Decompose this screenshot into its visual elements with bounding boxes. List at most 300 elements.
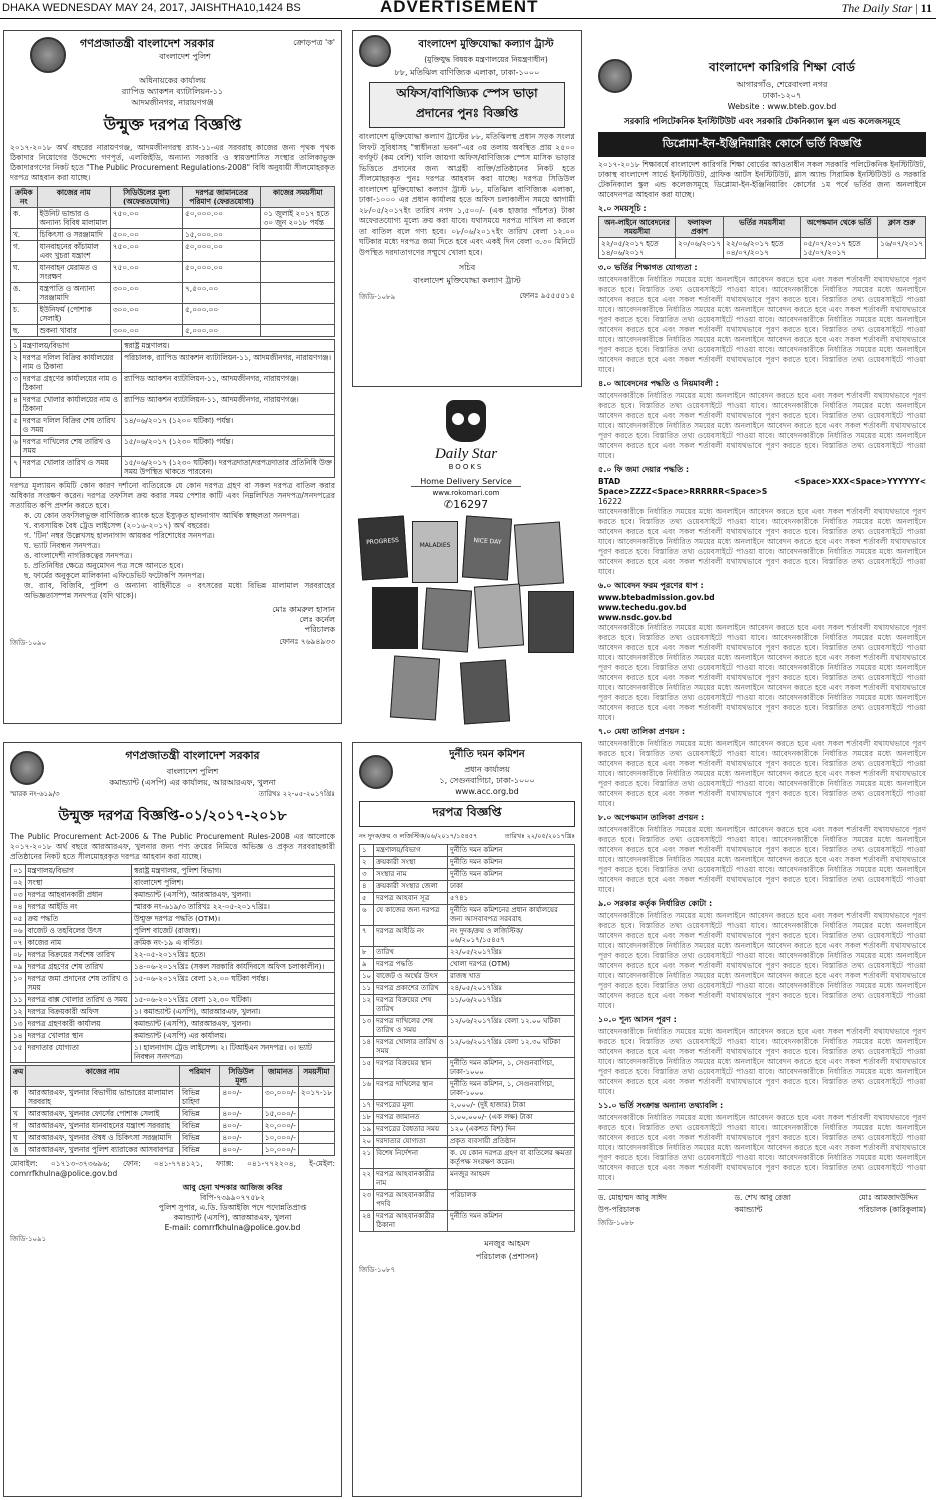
sms-format: BTAD <Space>XXX<Space>YYYYYY< Space>ZZZZ<Space>RRRRRR<Space>S: [598, 477, 926, 496]
table-cell: ৫০,০০০.০০: [183, 208, 261, 229]
table-cell: দরপত্রের মূল্য: [374, 1100, 448, 1112]
table-cell: পরিচালক: [448, 1190, 575, 1211]
table-cell: ১। হালনাগাদ ট্রেড লাইসেন্স। ২। টিআইএন সনদপত্র। ৩। ভ্যাট নিবন্ধন সনদপত্র।: [131, 1042, 334, 1063]
dept: বাংলাদেশ পুলিশ: [166, 767, 219, 776]
trust-body: বাংলাদেশ মুক্তিযোদ্ধা কল্যাণ ট্রাস্টের ৮৮, মতিঝিলস্থ প্রধান সড়ক সংলগ্ন লিফট সুবিধাসহ "স্বাধীনতা ভবন"-এর ৩য় তলায় অবস্থিত প্রায় ২৫০০ বর্গফুট (কম বেশি) খালি জায়গা অফিস/বাণিজ্যিক স্পেস মাসিক ভাড়ার ভিত্তিতে প্রদানের জন্য আগ্রহী ব্যক্তি/প্রতিষ্ঠানের নিকট হতে সীলমোহরকৃত পুনঃ দরপত্র আহবান করা যাচ্ছে। দরপত্র সিডিউল বাংলাদেশ মুক্তিযোদ্ধা কল্যাণ ট্রাস্ট ৮৮, মতিঝিল বাণিজ্যিক এলাকা, ঢাকা-১০০০ এর প্রধান কার্যালয় হতে অফিস চলাকালীন সময়ে আগামী ২৮/০৫/২০১৭ইং তারিখ নগদ ১,৫০০/- (এক হাজার পাঁচশত) টাকা অফেরতযোগ্য মূল্যে ক্রয় করা যাবে। যথাসময়ে দরপত্র দাখিল না করলে তা বাতিল বলে গণ্য হবে। ০৮/০৬/২০১৭ইং তারিখ বেলা ১২.০০ ঘটিকার মধ্যে দরপত্র জমা দিতে হবে এবং একই দিন বেলা ৩.৩০ মিনিটে উপস্থিত দরদাতাগণের সম্মুখে খোলা হবে।: [359, 132, 575, 257]
table-cell: ১৭: [360, 1100, 374, 1112]
info-row: [360, 1190, 575, 1211]
table-cell: ১৫/০৬/২০১৭ (১২৩০ ঘটিকা)। দরপত্রদাতা/দরপত্রদাতার প্রতিনিধি উক্ত সময় উপস্থিত থাকতে পারবেন।: [122, 457, 335, 478]
section-body: আবেদনকারীকে নির্ধারিত সময়ের মধ্যে অনলাইনে আবেদন করতে হবে এবং সকল শর্তাবলী যথাযথভাবে পূরণ করতে হবে। বিস্তারিত তথ্য ওয়েবসাইটে পাওয়া যাবে। আবেদনকারীকে নির্ধারিত সময়ের মধ্যে অনলাইনে আবেদন করতে হবে এবং সকল শর্তাবলী যথাযথভাবে পূরণ করতে হবে। বিস্তারিত তথ্য ওয়েবসাইটে পাওয়া যাবে। আবেদনকারীকে নির্ধারিত সময়ের মধ্যে অনলাইনে আবেদন করতে হবে এবং সকল শর্তাবলী যথাযথভাবে পূরণ করতে হবে। বিস্তারিত তথ্য ওয়েবসাইটে পাওয়া যাবে। আবেদনকারীকে নির্ধারিত সময়ের মধ্যে অনলাইনে আবেদন করতে হবে এবং সকল শর্তাবলী যথাযথভাবে পূরণ করতে হবে। বিস্তারিত তথ্য ওয়েবসাইটে পাওয়া যাবে।: [598, 1113, 926, 1182]
acc-tender-ad: [352, 742, 582, 1497]
table-cell: দরপত্র দাখিলের শেষ তারিখ ও সময়: [20, 436, 121, 457]
table-cell: ২২/০৫/২০১৭খ্রিঃ: [448, 947, 575, 959]
bteb-subtitle: আগারগাঁও, শেরেবাংলা নগর: [736, 80, 828, 89]
book-cover[interactable]: [390, 655, 440, 720]
table-cell: ০৫/০৭/২০১৭ হতে ১৫/০৭/২০১৭: [801, 238, 878, 259]
table-cell: ১৪: [360, 1037, 374, 1058]
table-row: [11, 1132, 335, 1144]
table-cell: বিভিন্ন: [179, 1132, 219, 1144]
info-row: [11, 352, 335, 373]
trust-logo-icon: [359, 35, 391, 67]
table-cell: ক্রয়কারী সংস্থার জেলা: [374, 881, 448, 893]
gov-title: গণপ্রজাতন্ত্রী বাংলাদেশ সরকার: [80, 37, 215, 50]
table-cell: বিভিন্ন: [179, 1120, 219, 1132]
table-cell: ৪০০/-: [220, 1108, 262, 1120]
table-cell: দরপত্র আহবান সূত্র: [374, 893, 448, 905]
column-header: অন-লাইনে আবেদনের সময়সীমা: [599, 217, 676, 238]
info-row: [11, 340, 335, 352]
info-row: [11, 394, 335, 415]
table-cell: ০৮: [11, 949, 26, 961]
info-row: [360, 983, 575, 995]
table-cell: খোলা দরপত্র (OTM): [448, 959, 575, 971]
table-cell: ইউনিট ভান্ডার ও অন্যান্য বিবিধ মালামাল: [37, 208, 110, 229]
column-header: ভর্তির সময়সীমা: [724, 217, 801, 238]
table-cell: ১৯: [360, 1124, 374, 1136]
table-cell: ক্রয় পদ্ধতি: [25, 913, 131, 925]
bteb-city: ঢাকা-১২০৭: [762, 91, 802, 100]
table-row: [11, 304, 335, 325]
table-cell: ২২/০৫/২০১৭ হতে ১৪/০৬/২০১৭: [599, 238, 676, 259]
table-row: [11, 262, 335, 283]
info-row: [360, 1124, 575, 1136]
table-cell: ১৫: [11, 1042, 26, 1063]
table-cell: শুকনা খাবার: [37, 325, 110, 337]
table-cell: পরিচালক, র‍্যাপিড অ্যাকশন ব্যাটালিয়ন-১১, আদমজীনগর, নারায়ণগঞ্জ।: [122, 352, 335, 373]
table-cell: গ: [11, 1120, 26, 1132]
table-cell: ১৩: [360, 1016, 374, 1037]
table-cell: ১২: [360, 995, 374, 1016]
table-cell: ছ.: [11, 325, 38, 337]
column-header: কাজের সময়সীমা: [261, 187, 335, 208]
table-cell: ২১: [360, 1148, 374, 1169]
contact-line: মোবাইল: ০১৭১৩-৩৭৩৬৯৬; ফোন: ০৪১-৭৭৪১২১, ফ্যাক্স: ০৪১-৭৭২২০৪, ই-মেইল: comrrfkhulna@police.gov.bd: [10, 1159, 335, 1178]
table-cell: ৩: [360, 869, 374, 881]
table-cell: দরপত্র বিক্রয়ের শেষ তারিখ: [374, 995, 448, 1016]
signature-block: মোঃ কামরুল হাসান লেঃ কর্নেল পরিচালক: [272, 605, 335, 634]
trust-signature: সচিব বাংলাদেশ মুক্তিযোদ্ধা কল্যাণ ট্রাস্ট: [413, 263, 521, 285]
books-brand: Daily Star: [434, 446, 498, 462]
table-cell: দরপত্র আহবানকারীর নাম: [374, 1169, 448, 1190]
table-cell: ২২/০৬/২০১৭ হতে ০৪/০৭/২০১৭: [724, 238, 801, 259]
info-row: [11, 913, 335, 925]
table-cell: দরপত্র বিক্রয়ের স্থান: [374, 1058, 448, 1079]
table-cell: ১০: [360, 971, 374, 983]
list-item: চ. প্রতিনিধির ক্ষেত্রে অনুমোদন পত্র সঙ্গে আনতে হবে।: [24, 561, 184, 570]
info-row: [11, 415, 335, 436]
table-row: [11, 1120, 335, 1132]
table-cell: ৩০০.০০: [110, 283, 182, 304]
table-cell: দুর্নীতি দমন কমিশন, ১, সেগুনবাগিচা, ঢাকা-১০০০: [448, 1058, 575, 1079]
book-cover[interactable]: MALADIES: [412, 521, 458, 583]
table-cell: দুর্নীতি দমন কমিশন: [448, 845, 575, 857]
info-row: [360, 1112, 575, 1124]
section-body: BTAD <Space>XXX<Space>YYYYYY< Space>ZZZZ<Space>RRRRRR<Space>S 16222 আবেদনকারীকে নির্ধারিত সময়ের মধ্যে অনলাইনে আবেদন করতে হবে এবং সকল শর্তাবলী যথাযথভাবে পূরণ করতে হবে। বিস্তারিত তথ্য ওয়েবসাইটে পাওয়া যাবে। আবেদনকারীকে নির্ধারিত সময়ের মধ্যে অনলাইনে আবেদন করতে হবে এবং সকল শর্তাবলী যথাযথভাবে পূরণ করতে হবে। বিস্তারিত তথ্য ওয়েবসাইটে পাওয়া যাবে। আবেদনকারীকে নির্ধারিত সময়ের মধ্যে অনলাইনে আবেদন করতে হবে এবং সকল শর্তাবলী যথাযথভাবে পূরণ করতে হবে। বিস্তারিত তথ্য ওয়েবসাইটে পাওয়া যাবে। আবেদনকারীকে নির্ধারিত সময়ের মধ্যে অনলাইনে আবেদন করতে হবে এবং সকল শর্তাবলী যথাযথভাবে পূরণ করতে হবে। বিস্তারিত তথ্য ওয়েবসাইটে পাওয়া যাবে।: [598, 477, 926, 576]
table-cell: ৭৫০.০০: [110, 262, 182, 283]
table-cell: আরআরএফ, খুলনার বিভাগীয় ভান্ডারের মালামাল সরবরাহ: [26, 1087, 180, 1108]
table-cell: ঙ.: [11, 283, 38, 304]
table-cell: ৬: [11, 436, 21, 457]
info-row: [360, 1058, 575, 1079]
masthead: The Daily Star | 11: [841, 1, 932, 15]
book-cover[interactable]: [474, 583, 524, 648]
section-heading: ৮.০ অপেক্ষমান তালিকা প্রণয়ন :: [598, 813, 705, 822]
table-cell: ১৬/০৭/২০১৭: [878, 238, 926, 259]
table-cell: ঙ: [11, 1144, 26, 1156]
police-emblem-icon: [10, 751, 44, 785]
column-header: সময়সীমা: [298, 1066, 334, 1087]
intro-text: The Public Procurement Act-2006 & The Public Procurement Rules-2008 এর আলোকে ২০১৭-২০১৮ অর্থ বছরে আরআরএফ, খুলনার জন্য পণ্য ক্রয়ের নিমিত্তে অভিজ্ঞ ও প্রকৃত সরবরাহকারী প্রতিষ্ঠানের নিকট হতে সীলমোহরকৃত দরপত্র আহবান করা যাচ্ছে।: [10, 832, 335, 861]
column-header: ক্রমিক নং: [11, 187, 38, 208]
info-row: [11, 901, 335, 913]
notice-title: উন্মুক্ত দরপত্র বিজ্ঞপ্তি-০১/২০১৭-২০১৮: [58, 808, 287, 824]
trust-title: বাংলাদেশ মুক্তিযোদ্ধা কল্যাণ ট্রাস্ট: [418, 39, 554, 50]
info-row: [11, 973, 335, 994]
table-cell: আরআরএফ, খুলনার ফোর্সের পোশাক সেলাই: [26, 1108, 180, 1120]
table-cell: ০১ জুলাই ২০১৭ হতে ৩০ জুন ২০১৮ পর্যন্ত: [261, 208, 335, 229]
table-cell: ১৬: [360, 1079, 374, 1100]
table-cell: ১৫: [360, 1058, 374, 1079]
table-cell: ৩০,০০০/-: [262, 1087, 298, 1108]
table-cell: ৫,০০০.০০: [183, 325, 261, 337]
table-cell: পুলিশ বাজেট (রাজস্ব)।: [131, 925, 334, 937]
table-cell: বিশেষ নির্দেশনা: [374, 1148, 448, 1169]
section-body: www.btebadmission.gov.bd www.techedu.gov.bd www.nsdc.gov.bd আবেদনকারীকে নির্ধারিত সময়ের মধ্যে অনলাইনে আবেদন করতে হবে এবং সকল শর্তাবলী যথাযথভাবে পূরণ করতে হবে। বিস্তারিত তথ্য ওয়েবসাইটে পাওয়া যাবে। আবেদনকারীকে নির্ধারিত সময়ের মধ্যে অনলাইনে আবেদন করতে হবে এবং সকল শর্তাবলী যথাযথভাবে পূরণ করতে হবে। বিস্তারিত তথ্য ওয়েবসাইটে পাওয়া যাবে। আবেদনকারীকে নির্ধারিত সময়ের মধ্যে অনলাইনে আবেদন করতে হবে এবং সকল শর্তাবলী যথাযথভাবে পূরণ করতে হবে। বিস্তারিত তথ্য ওয়েবসাইটে পাওয়া যাবে। আবেদনকারীকে নির্ধারিত সময়ের মধ্যে অনলাইনে আবেদন করতে হবে এবং সকল শর্তাবলী যথাযথভাবে পূরণ করতে হবে। বিস্তারিত তথ্য ওয়েবসাইটে পাওয়া যাবে। আবেদনকারীকে নির্ধারিত সময়ের মধ্যে অনলাইনে আবেদন করতে হবে এবং সকল শর্তাবলী যথাযথভাবে পূরণ করতে হবে। বিস্তারিত তথ্য ওয়েবসাইটে পাওয়া যাবে। আবেদনকারীকে নির্ধারিত সময়ের মধ্যে অনলাইনে আবেদন করতে হবে এবং সকল শর্তাবলী যথাযথভাবে পূরণ করতে হবে। বিস্তারিত তথ্য ওয়েবসাইটে পাওয়া যাবে।: [598, 593, 926, 722]
table-cell: ৩০০.০০: [110, 325, 182, 337]
table-cell: দরপত্র আহবানকারীর পদবি: [374, 1190, 448, 1211]
book-cover[interactable]: PROGRESS: [358, 515, 408, 580]
memo-no: স্মারক নং-৬১৯/৩: [10, 790, 60, 798]
table-cell: দুর্নীতি দমন কমিশন, ১, সেগুনবাগিচা, ঢাকা-১০০০: [448, 1079, 575, 1100]
table-cell: ৭: [360, 926, 374, 947]
table-cell: ৫০,০০০.০০: [183, 241, 261, 262]
list-item: গ. 'টিন' নম্বর উল্লেখসহ হালনাগাদ আয়কর পরিশোধের সনদপত্র।: [24, 531, 215, 540]
info-row: [360, 869, 575, 881]
books-brand-sub: BOOKS: [448, 463, 484, 471]
section-body: আবেদনকারীকে নির্ধারিত সময়ের মধ্যে অনলাইনে আবেদন করতে হবে এবং সকল শর্তাবলী যথাযথভাবে পূরণ করতে হবে। বিস্তারিত তথ্য ওয়েবসাইটে পাওয়া যাবে। আবেদনকারীকে নির্ধারিত সময়ের মধ্যে অনলাইনে আবেদন করতে হবে এবং সকল শর্তাবলী যথাযথভাবে পূরণ করতে হবে। বিস্তারিত তথ্য ওয়েবসাইটে পাওয়া যাবে। আবেদনকারীকে নির্ধারিত সময়ের মধ্যে অনলাইনে আবেদন করতে হবে এবং সকল শর্তাবলী যথাযথভাবে পূরণ করতে হবে। বিস্তারিত তথ্য ওয়েবসাইটে পাওয়া যাবে। আবেদনকারীকে নির্ধারিত সময়ের মধ্যে অনলাইনে আবেদন করতে হবে এবং সকল শর্তাবলী যথাযথভাবে পূরণ করতে হবে। বিস্তারিত তথ্য ওয়েবসাইটে পাওয়া যাবে।: [598, 391, 926, 460]
table-cell: ১৫-০৬-২০১৭খ্রিঃ বেলা ১২.৩০ ঘটিকা।: [131, 994, 334, 1006]
memo-date: তারিখঃ ২২-০৫-২০১৭খ্রিঃ: [258, 790, 335, 798]
office: কমান্ড্যান্ট (এসপি) এর কার্যালয়, আরআরএফ, খুলনা: [109, 778, 276, 787]
service-label: Home Delivery Service: [411, 477, 521, 487]
book-cover[interactable]: [372, 587, 418, 649]
table-cell: ১২/০৬/২০১৭খ্রিঃ বেলা ১২.০০ ঘটিকা: [448, 1016, 575, 1037]
info-row: [360, 1100, 575, 1112]
acc-office: প্রধান কার্যালয়: [464, 765, 510, 774]
table-cell: দরপত্র আহবানকারী প্রধান: [25, 889, 131, 901]
table-cell: ক্রমিক নং-১৯ এ বর্ণিত।: [131, 937, 334, 949]
info-row: [360, 971, 575, 983]
table-row: [11, 1087, 335, 1108]
column-header: সিডিউল মূল্য: [220, 1066, 262, 1087]
table-cell: দরপত্র বিক্রয়কারী অফিস: [25, 1006, 131, 1018]
table-cell: ১: [11, 340, 21, 352]
list-item: ঘ. ভ্যাট নিবন্ধন সনদপত্র।: [24, 541, 101, 550]
table-cell: ৪০০/-: [220, 1132, 262, 1144]
table-cell: বাংলাদেশ পুলিশ।: [131, 877, 334, 889]
section-body: আবেদনকারীকে নির্ধারিত সময়ের মধ্যে অনলাইনে আবেদন করতে হবে এবং সকল শর্তাবলী যথাযথভাবে পূরণ করতে হবে। বিস্তারিত তথ্য ওয়েবসাইটে পাওয়া যাবে। আবেদনকারীকে নির্ধারিত সময়ের মধ্যে অনলাইনে আবেদন করতে হবে এবং সকল শর্তাবলী যথাযথভাবে পূরণ করতে হবে। বিস্তারিত তথ্য ওয়েবসাইটে পাওয়া যাবে। আবেদনকারীকে নির্ধারিত সময়ের মধ্যে অনলাইনে আবেদন করতে হবে এবং সকল শর্তাবলী যথাযথভাবে পূরণ করতে হবে। বিস্তারিত তথ্য ওয়েবসাইটে পাওয়া যাবে। আবেদনকারীকে নির্ধারিত সময়ের মধ্যে অনলাইনে আবেদন করতে হবে এবং সকল শর্তাবলী যথাযথভাবে পূরণ করতে হবে। বিস্তারিত তথ্য ওয়েবসাইটে পাওয়া যাবে।: [598, 739, 926, 808]
table-cell: দরপত্র খোলার তারিখ ও সময়: [374, 1037, 448, 1058]
table-row: [11, 229, 335, 241]
table-cell: দরপত্র আইডি নং: [25, 901, 131, 913]
ad-code: জিডি-১০৯১: [10, 1235, 47, 1243]
table-cell: [261, 304, 335, 325]
notice-title: উন্মুক্ত দরপত্র বিজ্ঞপ্তি: [103, 115, 242, 134]
website-link[interactable]: www.techedu.gov.bd: [598, 603, 687, 612]
table-cell: দরপত্র গ্রহণের কার্যালয়ের নাম ও ঠিকানা: [20, 373, 121, 394]
table-cell: আরআরএফ, খুলনার পুলিশ ব্যারাকের আসবাবপত্র: [26, 1144, 180, 1156]
table-row: [11, 1108, 335, 1120]
table-cell: [298, 1108, 334, 1120]
table-cell: দুর্নীতি দমন কমিশনের প্রধান কার্যালয়ের জন্য আসবাবপত্র সরবরাহ: [448, 905, 575, 926]
table-cell: দরপত্র পদ্ধতি: [374, 959, 448, 971]
section-heading: ৫.০ ফি জমা দেয়ার পদ্ধতি :: [598, 465, 690, 474]
table-cell: ৪: [360, 881, 374, 893]
table-cell: দরপত্র আহবানকারীর ঠিকানা: [374, 1211, 448, 1232]
list-item: ক. যে কোন তফসিলভুক্ত বাণিজ্যিক ব্যাংক হতে ইস্যুকৃত হালনাগাদ আর্থিক স্বচ্ছলতা সনদপত্র।: [24, 511, 300, 520]
table-cell: প্রকৃত ব্যবসায়ী প্রতিষ্ঠান: [448, 1136, 575, 1148]
ad-code: জিডি-১০৮৯: [359, 293, 396, 301]
table-cell: ৪০০/-: [220, 1087, 262, 1108]
table-row: [11, 1144, 335, 1156]
column-header: পরিমাণ: [179, 1066, 219, 1087]
office-info: অধিনায়কের কার্যালয় র‍্যাপিড অ্যাকশন ব্যাটালিয়ন-১১ আদমজীনগর, নারায়ণগঞ্জ: [121, 76, 224, 107]
table-cell: ঘ.: [11, 262, 38, 283]
table-cell: যানবাহনের কাঁচামাল এবং খুচরা যন্ত্রাংশ: [37, 241, 110, 262]
table-cell: ক.: [11, 208, 38, 229]
ad-code: জিডি-১০৮৮: [598, 1219, 635, 1227]
bteb-line1: সরকারি পলিটেকনিক ইনস্টিটিউট এবং সরকারি টেকনিক্যাল স্কুল এন্ড কলেজসমূহে: [623, 117, 901, 127]
bteb-signers: ড. মোহাম্মদ আবু সাঈদ উপ-পরিচালক ড. শেখ আবু রেজা কমান্ড্যান্ট মোঃ আমজাদউদ্দিন পরিচালক (কারিকুলাম): [598, 1189, 926, 1217]
info-row: [360, 1169, 575, 1190]
table-cell: ১,০০,০০০/- (এক লক্ষ) টাকা: [448, 1112, 575, 1124]
memo-no: নং দুদক/ক্রয় ও লজিস্টিক/০৬/২০১৭/১৫৪৫৭: [359, 832, 478, 840]
intro-text: ২০১৭-২০১৮ অর্থ বছরের নারায়ণগঞ্জ, আদমজীনগরস্থ র‍্যাব-১১-এর সরবরাহ কাজের জন্য পৃথক পৃথক ঠিকাদার নিয়োগের উদ্দেশ্যে গণপূর্ত, এলজিইডি, অন্যান্য সরকারি ও স্বায়ত্তশাসিত সংস্থার তালিকাভুক্ত ঠিকাদারগণের নিকট হতে "The Public Procurement Regulations-2008" বিধি অনুযায়ী সীলমোহরকৃত দরপত্র আহবান করা যাচ্ছে।: [10, 143, 335, 182]
info-row: [11, 925, 335, 937]
items-table: [10, 1065, 335, 1156]
table-cell: ০৭: [11, 937, 26, 949]
table-cell: ১২: [11, 1006, 26, 1018]
phone: ফোনঃ ৭৬৯৪৯৩৩: [279, 637, 335, 646]
table-cell: কমান্ড্যান্ট (এসপি) এর কার্যালয়।: [131, 1030, 334, 1042]
table-cell: বাজেট ও অর্থের উৎস: [374, 971, 448, 983]
page-header: [0, 0, 936, 19]
table-cell: [261, 325, 335, 337]
info-row: [11, 877, 335, 889]
table-cell: [261, 283, 335, 304]
gov-title: গণপ্রজাতন্ত্রী বাংলাদেশ সরকার: [125, 749, 260, 762]
table-cell: ১৮: [360, 1112, 374, 1124]
info-row: [11, 994, 335, 1006]
table-cell: নং দুদক/ক্রয় ও লজিস্টিক/০৬/২০১৭/১৫৪৫৭: [448, 926, 575, 947]
table-cell: ২: [11, 352, 21, 373]
table-cell: [298, 1120, 334, 1132]
table-row: [11, 325, 335, 337]
table-cell: দুর্নীতি দমন কমিশন: [448, 857, 575, 869]
table-cell: ৪: [11, 394, 21, 415]
book-cover[interactable]: [422, 587, 472, 652]
table-cell: ৫: [11, 415, 21, 436]
section-heading: ৬.০ আবেদন ফরম পূরণের ধাপ :: [598, 581, 704, 590]
website-link[interactable]: www.btebadmission.gov.bd: [598, 593, 715, 602]
info-row: [11, 1006, 335, 1018]
table-cell: [261, 262, 335, 283]
table-cell: দুর্নীতি দমন কমিশন: [448, 869, 575, 881]
tender-info-table: [10, 339, 335, 478]
table-cell: ৭: [11, 457, 21, 478]
table-cell: খ: [11, 1108, 26, 1120]
table-cell: ৭৫০.০০: [110, 208, 182, 229]
table-cell: যানবাহন মেরামত ও সংরক্ষণ: [37, 262, 110, 283]
column-header: কাজের নাম: [26, 1066, 180, 1087]
bteb-title: বাংলাদেশ কারিগরি শিক্ষা বোর্ড: [709, 60, 855, 74]
column-header: জামানত: [262, 1066, 298, 1087]
info-row: [11, 457, 335, 478]
table-cell: ক: [11, 1087, 26, 1108]
section-heading: ১১.০ ভর্তি সংক্রান্ত অন্যান্য তথ্যাবলি :: [598, 1101, 724, 1110]
table-cell: স্বরাষ্ট্র মন্ত্রণালয়, পুলিশ বিভাগ।: [131, 865, 334, 877]
info-row: [360, 1211, 575, 1232]
table-cell: ০৫: [11, 913, 26, 925]
table-cell: ১০: [11, 973, 26, 994]
info-row: [360, 1016, 575, 1037]
list-item: ছ. ফার্মের অনুকূলে মালিকানা এফিডেভিট ফটোকপি সনদপত্র।: [24, 571, 205, 580]
info-row: [11, 373, 335, 394]
acc-title: দুর্নীতি দমন কমিশন: [449, 749, 525, 760]
acc-emblem-icon: [359, 755, 393, 789]
owl-logo-icon: [446, 400, 486, 442]
column-header: ক্লাস শুরু: [878, 217, 926, 238]
table-cell: দরপত্রের বৈধতার সময়: [374, 1124, 448, 1136]
required-docs: [10, 511, 335, 601]
table-row: [11, 283, 335, 304]
table-cell: দরপত্র বিক্রয়ের সর্বশেষ তারিখ: [25, 949, 131, 961]
table-cell: বিভিন্ন চাহিদা: [179, 1087, 219, 1108]
table-cell: যে কাজের জন্য দরপত্র: [374, 905, 448, 926]
table-cell: ২৪/০৫/২০১৭খ্রিঃ: [448, 983, 575, 995]
info-row: [360, 1079, 575, 1100]
table-cell: দরপত্র জমা প্রদানের শেষ তারিখ ও সময়: [25, 973, 131, 994]
table-cell: ১০,০০০/-: [262, 1144, 298, 1156]
table-cell: কমান্ড্যান্ট (এসপি), আরআরএফ, খুলনা।: [131, 889, 334, 901]
sms-number: 16222: [598, 497, 622, 506]
table-cell: আরআরএফ, খুলনার ঔষধ ও চিকিৎসা সরঞ্জামাদি: [26, 1132, 180, 1144]
table-cell: দরপত্র দলিল বিক্রির কার্যালয়ের নাম ও ঠিকানা: [20, 352, 121, 373]
table-cell: ১৩: [11, 1018, 26, 1030]
rokomari-link[interactable]: www.rokomari.com: [432, 489, 500, 497]
book-cover[interactable]: [514, 521, 564, 586]
table-cell: বাজেট ও তহবিলের উৎস: [25, 925, 131, 937]
table-cell: দরপত্র জামানত: [374, 1112, 448, 1124]
table-cell: ১০,০০০/-: [262, 1132, 298, 1144]
list-item: জ. র‍্যাব, বিজিবি, পুলিশ ও অন্যান্য বাহিনীতে ০ বৎসরের মধ্যে বিভিন্ন মালামাল সরবরাহের অভিজ্ঞতাসম্পন্ন সনদপত্র (যদি থাকে)।: [24, 581, 335, 600]
bteb-sections: [598, 262, 926, 1183]
table-cell: [261, 229, 335, 241]
note-text: দরপত্র মূল্যায়ন কমিটি কোন কারণ দর্শানো ব্যতিরেকে যে কোন দরপত্র গ্রহণ বা সকল দরপত্র বাতিল করার অধিকার সংরক্ষণ করেন। দরপত্র তফসিল ক্রয় করার সময় পেশার কাটি এবং নিম্নলিখিত সনদপত্র/সনদপত্রের সত্যায়িত কপি প্রদর্শন করতে হবে।: [10, 481, 335, 510]
table-cell: মন্ত্রণালয়/বিভাগ: [374, 845, 448, 857]
phone: ফোনঃ ৯৫৫৫৫১৫: [519, 291, 575, 300]
table-cell: দরপত্র দাখিলের স্থান: [374, 1079, 448, 1100]
bteb-intro: ২০১৭-২০১৮ শিক্ষাবর্ষে বাংলাদেশ কারিগরি শিক্ষা বোর্ডের আওতাধীন সকল সরকারি পলিটেকনিক ইনস্টিটিউট, ঢাকাস্থ বাংলাদেশ সার্ভে ইনস্টিটিউট, গ্রাফিক আর্টস ইনস্টিটিউট, গ্লাস অ্যান্ড সিরামিক ইনস্টিটিউট ও সরকারি টেকনিক্যাল স্কুল এন্ড কলেজসমূহে ডিপ্লোমা-ইন-ইঞ্জিনিয়ারিং কোর্সের ১ম পর্বে ভর্তির জন্য অনলাইনে আবেদনপত্র আহবান করা যাচ্ছে।: [598, 160, 926, 199]
book-cover[interactable]: [528, 591, 574, 653]
bteb-admission-ad: [592, 55, 932, 1495]
table-cell: ১৫-০৬-২০১৭খ্রিঃ বেলা ১২.০০ ঘটিকা পর্যন্ত।: [131, 973, 334, 994]
acc-headline: দরপত্র বিজ্ঞপ্তি: [359, 801, 575, 827]
phone-icon: ✆: [443, 498, 454, 511]
table-cell: ১৫/০৬/২০১৭ (১২৩০ ঘটিকা) পর্যন্ত।: [122, 436, 335, 457]
bteb-website[interactable]: Website : www.bteb.gov.bd: [727, 102, 837, 111]
table-cell: ৫: [360, 893, 374, 905]
form-label: ক্রোড়পত্র 'ক': [293, 38, 335, 47]
table-cell: মন্ত্রণালয়/বিভাগ: [20, 340, 121, 352]
table-cell: ২২-০৫-২০১৭খ্রিঃ হতে।: [131, 949, 334, 961]
table-cell: রাজস্ব খাত: [448, 971, 575, 983]
table-cell: দরপত্র গ্রহণকারী কার্যালয়: [25, 1018, 131, 1030]
table-cell: ৮: [360, 947, 374, 959]
section-title: ADVERTISEMENT: [380, 0, 539, 16]
table-cell: ০৪: [11, 901, 26, 913]
trust-rent-ad: [352, 30, 582, 387]
table-cell: যন্ত্রপাতি ও অন্যান্য সরঞ্জামাদি: [37, 283, 110, 304]
table-cell: ২০,০০০/-: [262, 1120, 298, 1132]
info-row: [360, 893, 575, 905]
table-cell: মনজুর আহমদ: [448, 1169, 575, 1190]
table-cell: ১: [360, 845, 374, 857]
table-cell: তারিখ: [374, 947, 448, 959]
book-cover[interactable]: NICE DAY: [462, 515, 512, 580]
acc-website[interactable]: www.acc.org.bd: [455, 787, 519, 796]
table-cell: সংস্থা: [25, 877, 131, 889]
table-cell: ৪০০/-: [220, 1144, 262, 1156]
table-cell: ১১/০৬/২০১৭খ্রিঃ: [448, 995, 575, 1016]
book-cover[interactable]: [460, 659, 510, 724]
section-heading: ৭.০ মেধা তালিকা প্রণয়ন :: [598, 727, 686, 736]
column-header: ক্রম: [11, 1066, 26, 1087]
section-body: আবেদনকারীকে নির্ধারিত সময়ের মধ্যে অনলাইনে আবেদন করতে হবে এবং সকল শর্তাবলী যথাযথভাবে পূরণ করতে হবে। বিস্তারিত তথ্য ওয়েবসাইটে পাওয়া যাবে। আবেদনকারীকে নির্ধারিত সময়ের মধ্যে অনলাইনে আবেদন করতে হবে এবং সকল শর্তাবলী যথাযথভাবে পূরণ করতে হবে। বিস্তারিত তথ্য ওয়েবসাইটে পাওয়া যাবে। আবেদনকারীকে নির্ধারিত সময়ের মধ্যে অনলাইনে আবেদন করতে হবে এবং সকল শর্তাবলী যথাযথভাবে পূরণ করতে হবে। বিস্তারিত তথ্য ওয়েবসাইটে পাওয়া যাবে। আবেদনকারীকে নির্ধারিত সময়ের মধ্যে অনলাইনে আবেদন করতে হবে এবং সকল শর্তাবলী যথাযথভাবে পূরণ করতে হবে। বিস্তারিত তথ্য ওয়েবসাইটে পাওয়া যাবে। আবেদনকারীকে নির্ধারিত সময়ের মধ্যে অনলাইনে আবেদন করতে হবে এবং সকল শর্তাবলী যথাযথভাবে পূরণ করতে হবে। বিস্তারিত তথ্য ওয়েবসাইটে পাওয়া যাবে। আবেদনকারীকে নির্ধারিত সময়ের মধ্যে অনলাইনে আবেদন করতে হবে এবং সকল শর্তাবলী যথাযথভাবে পূরণ করতে হবে। বিস্তারিত তথ্য ওয়েবসাইটে পাওয়া যাবে।: [598, 911, 926, 1010]
table-cell: র‍্যাপিড অ্যাকশন ব্যাটালিয়ন-১১, আদমজীনগর, নারায়ণগঞ্জ।: [122, 394, 335, 415]
table-cell: ০৬: [11, 925, 26, 937]
info-row: [360, 905, 575, 926]
acc-tender-table: [359, 844, 575, 1232]
table-cell: দুর্নীতি দমন কমিশন: [448, 1211, 575, 1232]
bteb-emblem-icon: [598, 59, 632, 93]
website-link[interactable]: www.nsdc.gov.bd: [598, 613, 673, 622]
trust-address: ৮৮, মতিঝিল বাণিজ্যিক এলাকা, ঢাকা-১০০০: [394, 68, 540, 77]
signature-block: আবু হেনা খন্দকার আজিজ কবির বিপি-৭৩৯৯০৭৭৫৮২ পুলিশ সুপার, এ.ডি. ডিআইজি পদে পদোন্নতিপ্রাপ্ত কমান্ড্যান্ট (এসপি), আরআরএফ, খুলনা E-mail: comrrfkhulna@police.gov.bd: [158, 1183, 307, 1232]
trust-headline: অফিস/বাণিজ্যিক স্পেস ভাড়া প্রদানের পুনঃ বিজ্ঞপ্তি: [369, 82, 565, 128]
table-cell: দরপত্র খোলার স্থান: [25, 1030, 131, 1042]
info-row: [11, 1018, 335, 1030]
table-cell: ২৩: [360, 1190, 374, 1211]
dateline: DHAKA WEDNESDAY MAY 24, 2017, JAISHTHA10,1424 BS: [2, 2, 301, 14]
info-row: [11, 865, 335, 877]
table-cell: দরপত্র বাক্স খোলার তারিখ ও সময়: [25, 994, 131, 1006]
list-item: ঙ. বাংলাদেশী নাগরিকত্বের সনদপত্র।: [24, 551, 133, 560]
table-cell: ১। কমান্ড্যান্ট (এসপি), আরআরএফ, খুলনা।: [131, 1006, 334, 1018]
memo-date: তারিখঃ ২২/০৫/২০১৭খ্রিঃ: [504, 832, 575, 840]
table-cell: ২৪: [360, 1211, 374, 1232]
ad-code: জিডি-১০৯০: [10, 639, 47, 647]
column-header: অপেক্ষমান থেকে ভর্তি: [801, 217, 878, 238]
info-row: [360, 947, 575, 959]
section-body: আবেদনকারীকে নির্ধারিত সময়ের মধ্যে অনলাইনে আবেদন করতে হবে এবং সকল শর্তাবলী যথাযথভাবে পূরণ করতে হবে। বিস্তারিত তথ্য ওয়েবসাইটে পাওয়া যাবে। আবেদনকারীকে নির্ধারিত সময়ের মধ্যে অনলাইনে আবেদন করতে হবে এবং সকল শর্তাবলী যথাযথভাবে পূরণ করতে হবে। বিস্তারিত তথ্য ওয়েবসাইটে পাওয়া যাবে। আবেদনকারীকে নির্ধারিত সময়ের মধ্যে অনলাইনে আবেদন করতে হবে এবং সকল শর্তাবলী যথাযথভাবে পূরণ করতে হবে। বিস্তারিত তথ্য ওয়েবসাইটে পাওয়া যাবে। আবেদনকারীকে নির্ধারিত সময়ের মধ্যে অনলাইনে আবেদন করতে হবে এবং সকল শর্তাবলী যথাযথভাবে পূরণ করতে হবে। বিস্তারিত তথ্য ওয়েবসাইটে পাওয়া যাবে।: [598, 1027, 926, 1096]
table-cell: ৪০০/-: [220, 1120, 262, 1132]
table-cell: ৭৫০.০০: [110, 241, 182, 262]
ad-code: জিডি-১০৮৭: [359, 1266, 396, 1274]
table-cell: স্মারক নং-৬১৯/৩ তারিখঃ ২২-০৫-২০১৭খ্রিঃ।: [131, 901, 334, 913]
section-schedule: ২.০ সময়সূচি :: [598, 204, 647, 213]
table-cell: চিকিৎসা ও সরঞ্জামাদি: [37, 229, 110, 241]
